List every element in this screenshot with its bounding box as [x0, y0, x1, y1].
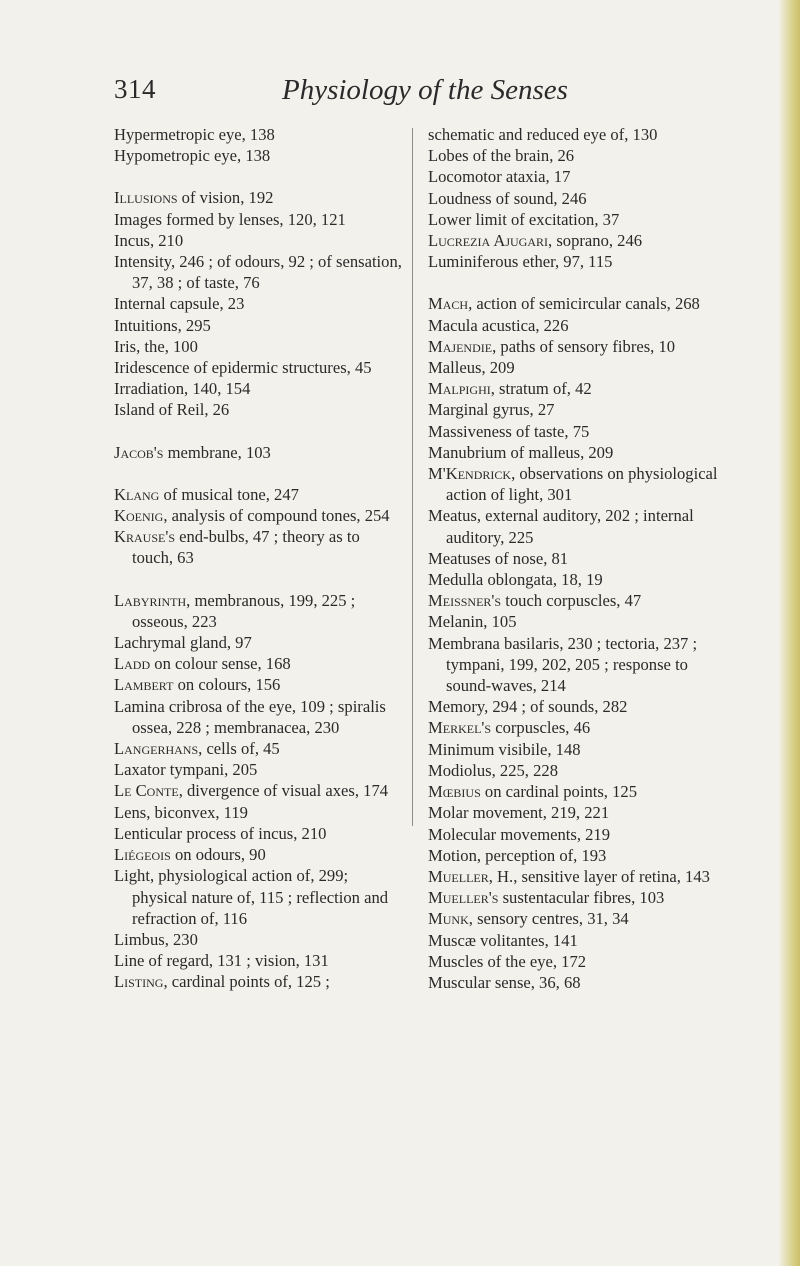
index-entry-text: Minimum visibile, 148	[428, 739, 581, 759]
index-entry	[114, 950, 404, 971]
index-entry-text: Irradiation, 140, 154	[114, 379, 251, 399]
index-entry	[428, 378, 728, 399]
index-entry-text: membrane, 103	[163, 442, 271, 462]
index-entry	[428, 442, 728, 463]
index-entry	[428, 315, 728, 336]
index-entry	[114, 526, 404, 568]
index-entry	[114, 802, 404, 823]
index-entry-text: Macula acustica, 226	[428, 315, 569, 335]
index-entry-name: Jacob's	[114, 442, 164, 462]
index-entry-text: , membranous, 199, 225 ; osseous, 223	[132, 590, 356, 631]
index-entry-text: Loudness of sound, 246	[428, 188, 587, 208]
index-entry-name: Mœbius	[428, 782, 481, 802]
index-entry-text: Melanin, 105	[428, 612, 517, 632]
index-entry-text: Lower limit of excitation, 37	[428, 209, 620, 229]
index-entry-text: Molecular movements, 219	[428, 824, 611, 844]
index-entry-text: Muscles of the eye, 172	[428, 951, 587, 971]
index-entry	[428, 739, 728, 760]
index-entry-text: Intuitions, 295	[114, 315, 211, 335]
index-entry-text: sustentacular fibres, 103	[498, 888, 665, 908]
index-entry-name: Illusions	[114, 188, 178, 208]
index-entry	[114, 759, 404, 780]
index-entry-name: Langerhans	[114, 739, 199, 759]
index-entry	[428, 802, 728, 823]
index-entry-name: Klang	[114, 484, 160, 504]
index-entry-name: M'Kendrick	[428, 464, 512, 484]
index-entry-text: Marginal gyrus, 27	[428, 400, 555, 420]
index-entry	[428, 505, 728, 547]
index-entry	[114, 399, 404, 420]
index-entry-text: Hypermetropic eye, 138	[114, 125, 275, 144]
index-entry	[114, 230, 404, 251]
index-entry-name: Listing	[114, 972, 164, 992]
index-entry-text: Lenticular process of incus, 210	[114, 823, 327, 843]
index-entry	[114, 357, 404, 378]
index-entry	[428, 336, 728, 357]
index-entry	[428, 293, 728, 314]
index-entry-text: Lamina cribrosa of the eye, 109 ; spiralis ossea, 228 ; membranacea, 230	[114, 696, 386, 737]
index-entry	[114, 780, 404, 801]
index-entry	[428, 866, 728, 887]
index-entry	[428, 760, 728, 781]
index-entry	[114, 336, 404, 357]
index-entry-text: Lobes of the brain, 26	[428, 146, 575, 166]
index-entry	[114, 124, 404, 145]
index-entry	[428, 145, 728, 166]
index-column-left	[114, 124, 404, 993]
index-entry	[428, 633, 728, 697]
index-entry-text: Laxator tympani, 205	[114, 760, 258, 780]
index-entry-text: Images formed by lenses, 120, 121	[114, 209, 346, 229]
index-entry-text: Meatuses of nose, 81	[428, 548, 569, 568]
index-entry	[428, 717, 728, 738]
index-entry	[114, 653, 404, 674]
index-entry	[428, 590, 728, 611]
index-entry	[114, 315, 404, 336]
index-entry-text: touch corpuscles, 47	[501, 591, 642, 611]
index-entry-name: Liégeois	[114, 845, 171, 865]
index-entry-text: Island of Reil, 26	[114, 400, 230, 420]
index-entry	[114, 505, 404, 526]
page-edge	[778, 0, 800, 1266]
index-entry	[428, 399, 728, 420]
index-entry-text: Line of regard, 131 ; vision, 131	[114, 951, 329, 971]
index-entry	[114, 844, 404, 865]
index-entry-text: Luminiferous ether, 97, 115	[428, 252, 613, 272]
index-entry-name: Mach	[428, 294, 469, 314]
column-divider	[412, 128, 413, 826]
index-entry-name: Mueller's	[428, 888, 499, 908]
index-entry-text: Internal capsule, 23	[114, 294, 245, 314]
index-entry-text: , paths of sensory fibres, 10	[492, 336, 676, 356]
index-entry-text: Modiolus, 225, 228	[428, 760, 558, 780]
index-entry	[114, 251, 404, 293]
index-entry-text: Locomotor ataxia, 17	[428, 167, 571, 187]
index-entry-name: Le Conte	[114, 781, 179, 801]
index-entry-text: , observations on physiological action of light, 301	[446, 464, 718, 505]
index-entry-text: , stratum of, 42	[490, 379, 592, 399]
index-entry	[428, 887, 728, 908]
index-entry-text: Molar movement, 219, 221	[428, 803, 610, 823]
index-entry-text: Intensity, 246 ; of odours, 92 ; of sensation, 37, 38 ; of taste, 76	[114, 252, 402, 293]
index-entry-name: Merkel's	[428, 718, 492, 738]
index-entry-text: on colours, 156	[173, 675, 281, 695]
page-header	[114, 74, 674, 114]
index-entry-text: end-bulbs, 47 ; theory as to touch, 63	[132, 527, 360, 568]
index-column-right	[428, 124, 728, 993]
index-entry-name: Majendie	[428, 336, 493, 356]
index-entry	[114, 865, 404, 929]
index-entry	[114, 929, 404, 950]
index-entry-name: Lucrezia Ajugari	[428, 231, 549, 251]
index-entry	[114, 378, 404, 399]
index-entry	[428, 548, 728, 569]
index-entry-text: Hypometropic eye, 138	[114, 146, 271, 166]
index-entry	[428, 569, 728, 590]
index-entry-text: Massiveness of taste, 75	[428, 421, 590, 441]
index-entry	[428, 421, 728, 442]
index-entry-name: Ladd	[114, 654, 151, 674]
index-entry	[428, 781, 728, 802]
index-entry-text: on odours, 90	[170, 845, 266, 865]
index-entry-text: , action of semicircular canals, 268	[468, 294, 700, 314]
index-entry	[428, 951, 728, 972]
index-entry-name: Malpighi	[428, 379, 491, 399]
index-entry-text: , soprano, 246	[548, 231, 643, 251]
index-entry	[114, 293, 404, 314]
index-entry	[114, 971, 404, 992]
index-entry-text: Memory, 294 ; of sounds, 282	[428, 697, 628, 717]
index-entry-text: Muscular sense, 36, 68	[428, 972, 581, 992]
index-entry	[428, 166, 728, 187]
index-entry	[428, 188, 728, 209]
index-entry-text: , cardinal points of, 125 ;	[163, 972, 330, 992]
index-entry-text: Lens, biconvex, 119	[114, 802, 248, 822]
index-entry-text: Light, physiological action of, 299; physical nature of, 115 ; reflection and refraction of, 116	[114, 866, 389, 928]
index-entry	[428, 824, 728, 845]
index-entry-text: Manubrium of malleus, 209	[428, 442, 614, 462]
index-entry	[114, 209, 404, 230]
index-entry	[114, 632, 404, 653]
index-entry-name: Koenig	[114, 506, 164, 526]
index-entry	[114, 145, 404, 166]
index-entry-text: on colour sense, 168	[150, 654, 291, 674]
index-entry	[114, 187, 404, 208]
index-entry-text: Meatus, external auditory, 202 ; internal auditory, 225	[428, 506, 694, 547]
index-entry-text: Lachrymal gland, 97	[114, 633, 252, 653]
index-entry	[428, 357, 728, 378]
index-entry	[428, 972, 728, 993]
index-entry-text: Incus, 210	[114, 230, 184, 250]
index-entry	[114, 590, 404, 632]
index-entry-text: Membrana basilaris, 230 ; tectoria, 237 ; tympani, 199, 202, 205 ; response to sound-waves, 214	[428, 633, 698, 696]
index-entry	[114, 696, 404, 738]
index-entry	[428, 251, 728, 272]
index-entry	[428, 230, 728, 251]
index-entry	[114, 674, 404, 695]
index-entry	[114, 738, 404, 759]
running-title: Physiology of the Senses	[282, 74, 568, 106]
index-entry	[114, 442, 404, 463]
index-entry-text: Motion, perception of, 193	[428, 845, 607, 865]
index-entry-text: Malleus, 209	[428, 358, 515, 378]
page-number: 314	[114, 74, 156, 104]
index-entry-text: corpuscles, 46	[491, 718, 591, 738]
index-entry-text: Limbus, 230	[114, 929, 198, 949]
index-entry-text: , sensory centres, 31, 34	[468, 909, 629, 929]
index-entry-text: Iridescence of epidermic structures, 45	[114, 358, 372, 378]
index-entry-text: Muscæ volitantes, 141	[428, 930, 578, 950]
index-entry	[428, 930, 728, 951]
index-entry-name: Labyrinth	[114, 590, 187, 610]
index-entry-text: , cells of, 45	[198, 739, 280, 759]
index-entry-text: Iris, the, 100	[114, 336, 198, 356]
index-entry-text: on cardinal points, 125	[480, 782, 637, 802]
index-entry-name: Lambert	[114, 675, 174, 695]
index-entry-text: , analysis of compound tones, 254	[163, 506, 390, 526]
index-entry-name: Munk	[428, 909, 469, 929]
index-entry-name: Meissner's	[428, 591, 502, 611]
index-entry	[114, 484, 404, 505]
index-entry-text: of musical tone, 247	[159, 484, 299, 504]
index-entry-text: Medulla oblongata, 18, 19	[428, 570, 603, 590]
index-entry	[428, 209, 728, 230]
index-entry-name: Krause's	[114, 527, 175, 547]
index-entry	[428, 124, 728, 145]
index-entry	[428, 463, 728, 505]
index-entry	[428, 696, 728, 717]
index-entry	[428, 908, 728, 929]
index-entry-text: , sensitive layer of retina, 143	[513, 866, 710, 886]
index-entry	[114, 823, 404, 844]
index-entry-name: Mueller, H.	[428, 866, 514, 886]
index-entry	[428, 611, 728, 632]
index-entry-text: , divergence of visual axes, 174	[178, 781, 389, 801]
index-entry-text: of vision, 192	[177, 188, 274, 208]
index-entry	[428, 845, 728, 866]
index-entry-text: schematic and reduced eye of, 130	[428, 125, 658, 144]
